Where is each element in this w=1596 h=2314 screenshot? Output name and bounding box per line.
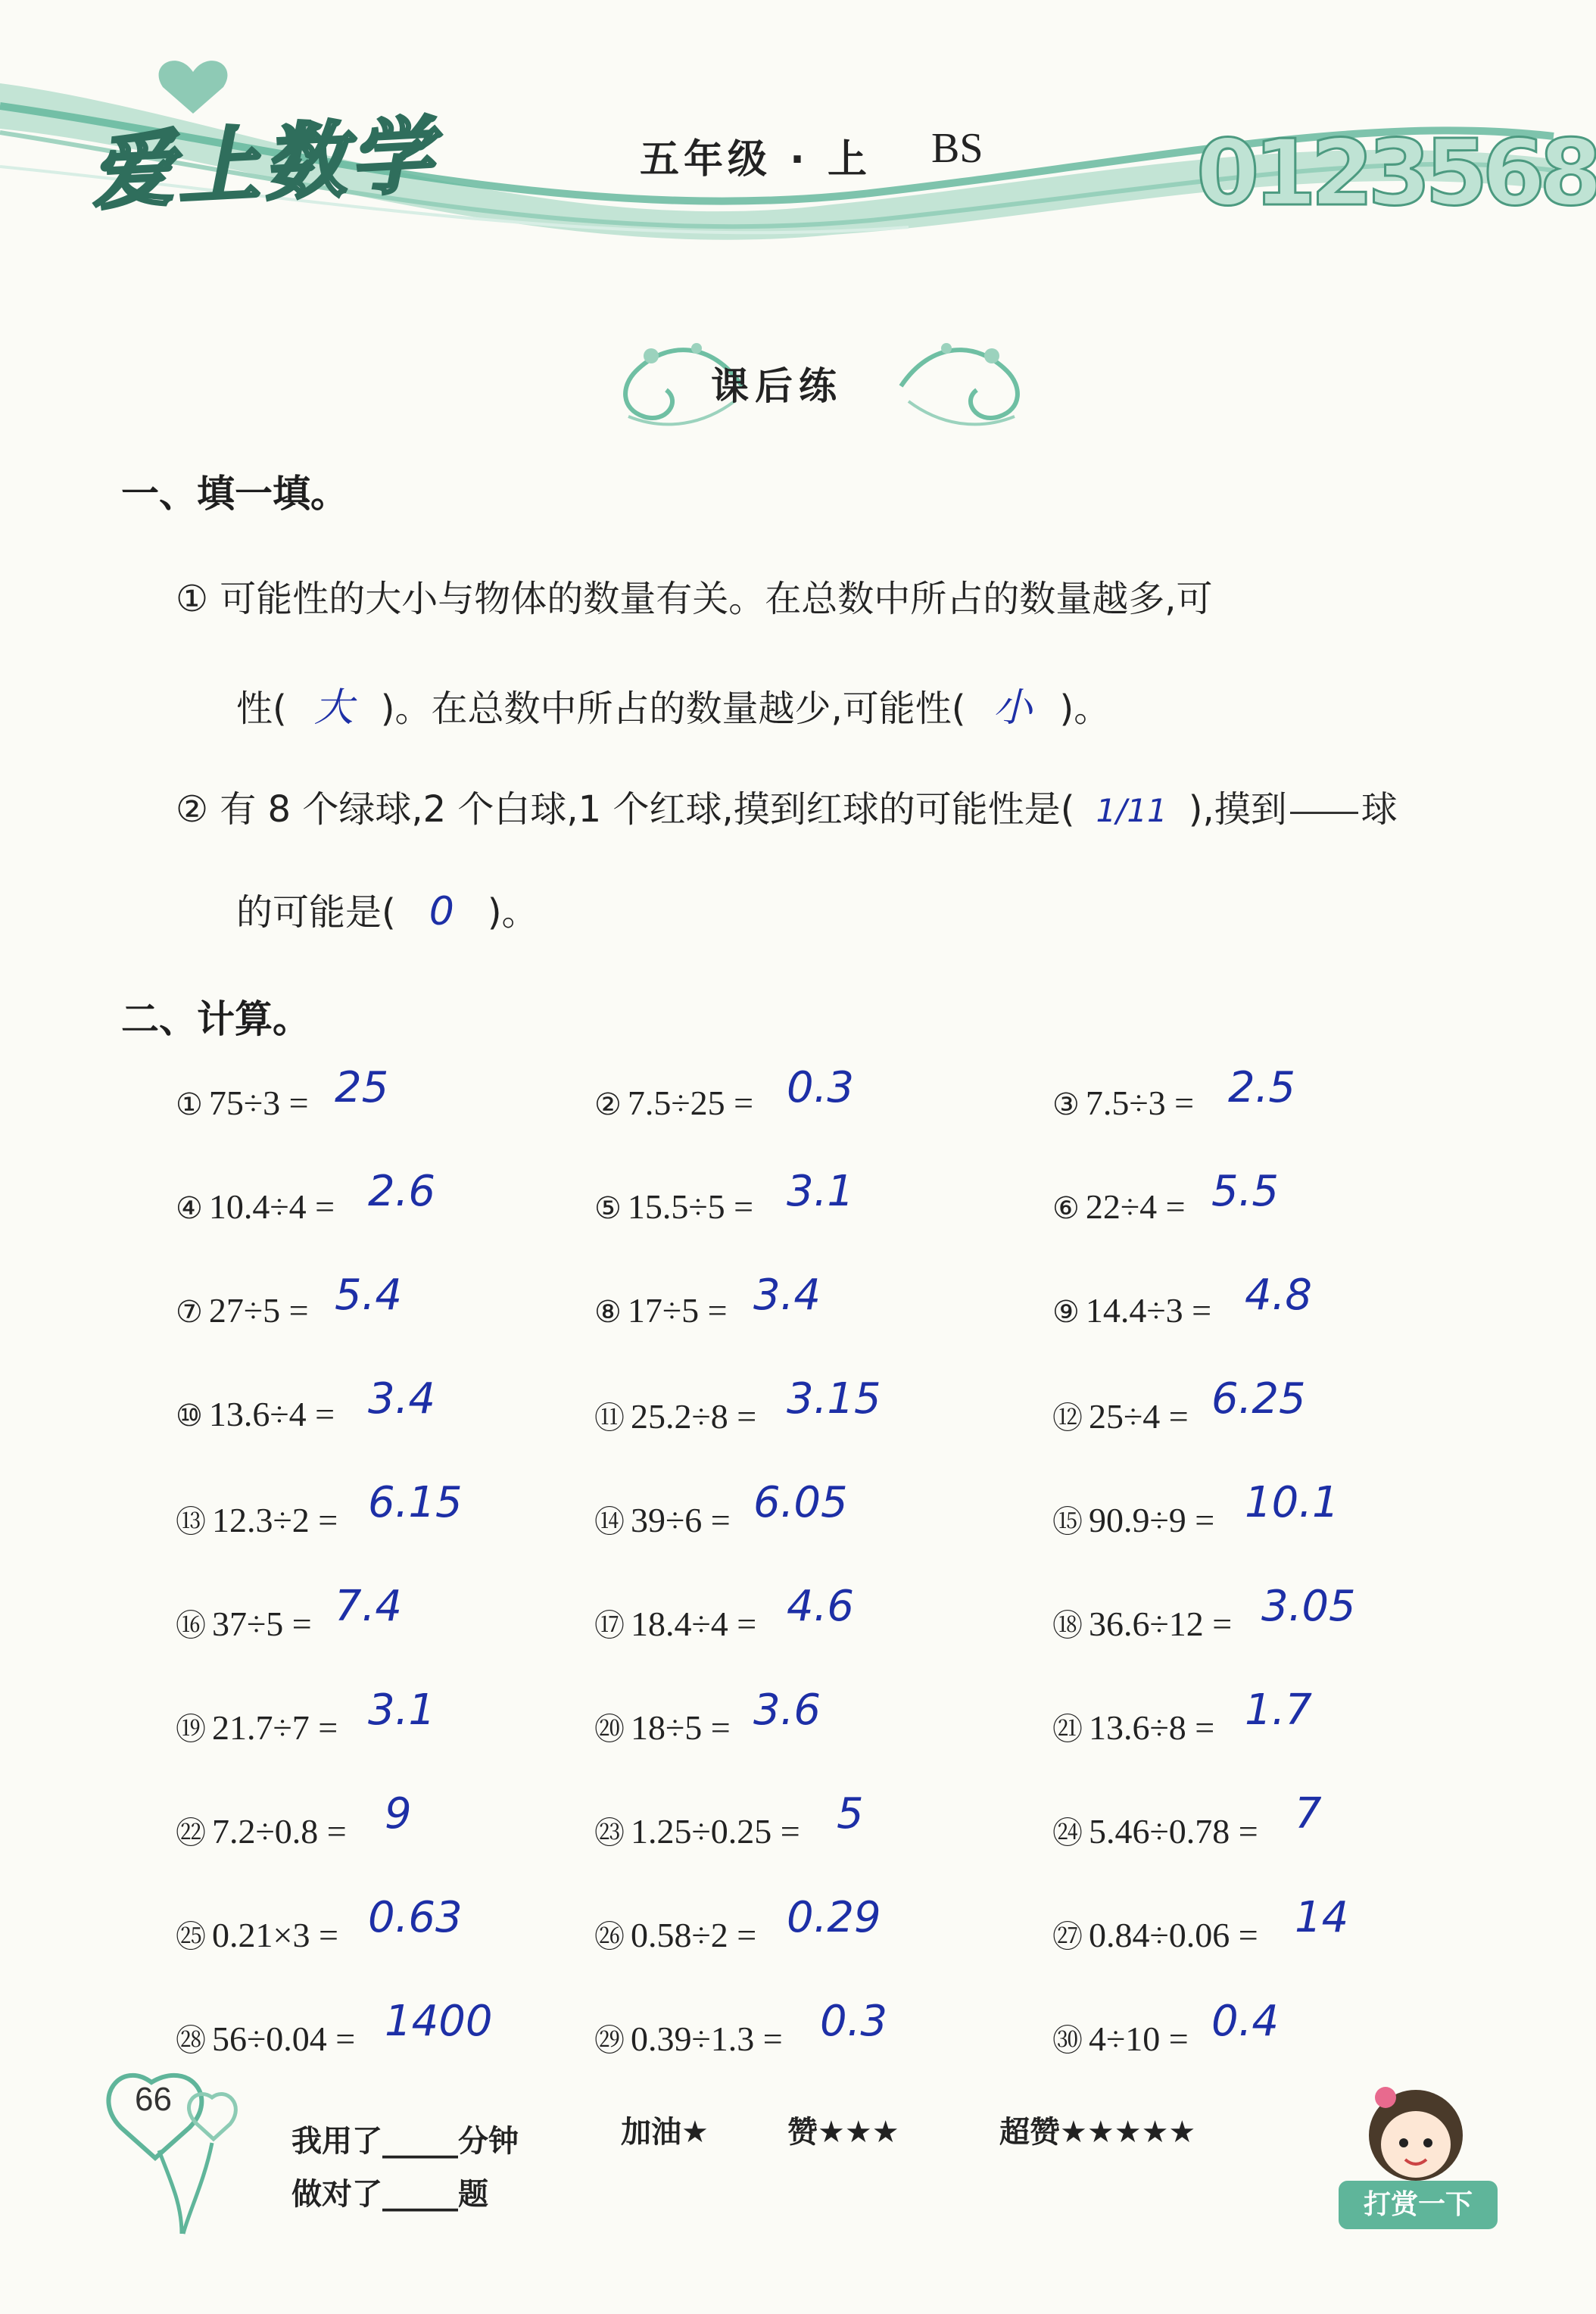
problem-number: ⑫ [1052, 1401, 1083, 1436]
problem-expression: 90.9÷9 = [1089, 1501, 1215, 1539]
problem-22 [176, 1809, 347, 1852]
problem-expression: 7.2÷0.8 = [212, 1812, 347, 1851]
problem-number: ㉘ [176, 2023, 206, 2058]
problem-answer: 7.4 [335, 1582, 403, 1631]
problem-expression: 25÷4 = [1089, 1397, 1189, 1436]
problem-expression: 13.6÷8 = [1089, 1708, 1215, 1747]
problem-answer: 1400 [385, 1997, 493, 2046]
problem-answer: 1.7 [1245, 1686, 1313, 1735]
problem-8 [594, 1290, 728, 1330]
problem-answer: 0.63 [368, 1893, 463, 1942]
problem-answer: 4.8 [1245, 1271, 1313, 1320]
problem-answer: 7 [1295, 1789, 1322, 1838]
problem-expression: 39÷6 = [631, 1501, 731, 1539]
problem-answer: 10.1 [1245, 1478, 1339, 1527]
q2-answer2: 0 [429, 889, 454, 934]
problem-number: ㉚ [1052, 2023, 1083, 2058]
problem-number: ㉗ [1052, 1919, 1083, 1954]
problem-answer: 9 [385, 1789, 412, 1838]
problem-answer: 3.6 [753, 1686, 821, 1735]
problem-number: ④ [176, 1191, 203, 1226]
problem-answer: 5.5 [1211, 1167, 1280, 1216]
rating-cheer: 加油★ [621, 2115, 709, 2150]
problem-number: ㉒ [176, 1816, 206, 1851]
problem-number: ⑮ [1052, 1505, 1083, 1539]
problem-expression: 5.46÷0.78 = [1089, 1812, 1258, 1851]
problem-number: ③ [1052, 1087, 1080, 1122]
problem-25 [176, 1913, 338, 1956]
part1-heading: 一、填一填。 [121, 472, 348, 516]
girl-avatar-icon [1355, 2075, 1476, 2188]
problem-answer: 6.25 [1211, 1374, 1306, 1424]
rating-good: 赞★★★ [787, 2115, 899, 2150]
problem-21 [1052, 1705, 1214, 1748]
problem-26 [594, 1913, 756, 1956]
problem-expression: 75÷3 = [208, 1084, 309, 1122]
problem-number: ⑤ [594, 1191, 622, 1226]
problem-answer: 14 [1295, 1893, 1349, 1942]
problem-number: ⑯ [176, 1608, 206, 1643]
problem-expression: 0.58÷2 = [631, 1916, 757, 1954]
q2-line1: ② 有 8 个绿球,2 个白球,1 个红球,摸到红球的可能性是( 1/11 ),摸到 球 [176, 788, 1398, 831]
problem-answer: 5.4 [335, 1271, 403, 1320]
problem-number: ㉔ [1052, 1816, 1083, 1851]
problem-20 [594, 1705, 731, 1748]
q1-answer2: 小 [993, 685, 1033, 731]
problem-expression: 21.7÷7 = [212, 1708, 338, 1747]
problem-6 [1052, 1187, 1186, 1227]
q2-answer1: 1/11 [1096, 792, 1167, 829]
problem-number: ⑦ [176, 1295, 203, 1330]
problem-number: ⑪ [594, 1401, 625, 1436]
problem-23 [594, 1809, 800, 1852]
problem-answer: 3.1 [368, 1686, 436, 1735]
problem-7 [176, 1290, 309, 1330]
problem-answer: 3.15 [787, 1374, 881, 1424]
problem-number: ⑰ [594, 1608, 625, 1643]
problem-expression: 13.6÷4 = [208, 1395, 335, 1433]
problem-expression: 4÷10 = [1089, 2019, 1189, 2058]
rating-great: 超赞★★★★★ [999, 2115, 1196, 2150]
problem-16 [176, 1601, 312, 1645]
problem-expression: 7.5÷3 = [1085, 1084, 1195, 1122]
problem-expression: 0.21×3 = [212, 1916, 338, 1954]
problem-number: ⑥ [1052, 1191, 1080, 1226]
problem-19 [176, 1705, 338, 1748]
problem-30 [1052, 2016, 1189, 2060]
problem-3 [1052, 1083, 1194, 1123]
problem-expression: 37÷5 = [212, 1605, 312, 1643]
problem-29 [594, 2016, 783, 2060]
problem-number: ⑭ [594, 1505, 625, 1539]
problem-28 [176, 2016, 355, 2060]
problem-24 [1052, 1809, 1258, 1852]
problem-2 [594, 1083, 753, 1123]
problem-11 [594, 1394, 756, 1437]
problem-expression: 1.25÷0.25 = [631, 1812, 800, 1851]
problem-answer: 2.5 [1228, 1063, 1296, 1112]
problem-expression: 12.3÷2 = [212, 1501, 338, 1539]
problem-answer: 3.4 [368, 1374, 436, 1424]
problem-5 [594, 1187, 753, 1227]
problem-answer: 0.29 [787, 1893, 881, 1942]
q2-blank [1290, 812, 1358, 814]
problem-number: ⑲ [176, 1712, 206, 1747]
problem-number: ㉕ [176, 1919, 206, 1954]
reward-badge[interactable]: 打赏一下 [1339, 2181, 1498, 2229]
problem-number: ⑩ [176, 1399, 203, 1433]
problem-expression: 18.4÷4 = [631, 1605, 757, 1643]
problem-answer: 3.1 [787, 1167, 855, 1216]
correct-label: 做对了_____题 [291, 2177, 488, 2212]
problem-answer: 3.4 [753, 1271, 821, 1320]
problem-number: ㉖ [594, 1919, 625, 1954]
problem-expression: 15.5÷5 = [627, 1187, 754, 1226]
q2-line2: 的可能是( 0 )。 [236, 889, 538, 934]
problem-answer: 4.6 [787, 1582, 855, 1631]
problem-expression: 18÷5 = [631, 1708, 731, 1747]
problem-expression: 10.4÷4 = [208, 1187, 335, 1226]
problem-18 [1052, 1601, 1232, 1645]
problem-expression: 7.5÷25 = [627, 1084, 754, 1122]
section-title: 课后练 [711, 364, 843, 408]
problem-9 [1052, 1290, 1211, 1330]
problem-13 [176, 1498, 338, 1541]
problem-number: ⑬ [176, 1505, 206, 1539]
problem-expression: 17÷5 = [627, 1291, 728, 1330]
page-number: 66 [135, 2081, 172, 2118]
problem-number: ⑳ [594, 1712, 625, 1747]
problem-expression: 0.39÷1.3 = [631, 2019, 783, 2058]
problem-answer: 2.6 [368, 1167, 436, 1216]
problem-answer: 25 [335, 1063, 389, 1112]
problem-10 [176, 1394, 335, 1434]
grade-label: 五年级 · 上 [640, 137, 871, 182]
problem-1 [176, 1083, 309, 1123]
problem-number: ㉓ [594, 1816, 625, 1851]
problem-number: ⑧ [594, 1295, 622, 1330]
problem-number: ⑨ [1052, 1295, 1080, 1330]
problem-14 [594, 1498, 731, 1541]
time-label: 我用了_____分钟 [291, 2124, 519, 2159]
q1-answer1: 大 [313, 685, 354, 731]
brand-logo: 爱上数学 [89, 108, 439, 221]
edition-label: BS [931, 125, 983, 172]
part2-heading: 二、计算。 [121, 997, 310, 1041]
problem-expression: 25.2÷8 = [631, 1397, 757, 1436]
digits-decoration: 0123568 [1196, 121, 1596, 226]
q1-line1: ① 可能性的大小与物体的数量有关。在总数中所占的数量越多,可 [176, 578, 1213, 620]
problem-answer: 6.15 [368, 1478, 463, 1527]
problem-15 [1052, 1498, 1214, 1541]
page-hearts-icon [98, 2067, 257, 2234]
problem-expression: 14.4÷3 = [1085, 1291, 1212, 1330]
problem-answer: 0.3 [820, 1997, 888, 2046]
problem-4 [176, 1187, 335, 1227]
problem-answer: 0.3 [787, 1063, 855, 1112]
problem-number: ① [176, 1087, 203, 1122]
problem-number: ⑱ [1052, 1608, 1083, 1643]
problem-answer: 5 [837, 1789, 864, 1838]
problem-answer: 0.4 [1211, 1997, 1280, 2046]
problem-number: ㉙ [594, 2023, 625, 2058]
problem-expression: 56÷0.04 = [212, 2019, 356, 2058]
problem-expression: 0.84÷0.06 = [1089, 1916, 1258, 1954]
problem-27 [1052, 1913, 1258, 1956]
problem-expression: 22÷4 = [1085, 1187, 1186, 1226]
problem-expression: 27÷5 = [208, 1291, 309, 1330]
problem-12 [1052, 1394, 1189, 1437]
problem-answer: 6.05 [753, 1478, 848, 1527]
problem-answer: 3.05 [1261, 1582, 1356, 1631]
q1-line2: 性( 大 )。在总数中所占的数量越少,可能性( 小 )。 [236, 685, 1111, 731]
problem-expression: 36.6÷12 = [1089, 1605, 1233, 1643]
problem-17 [594, 1601, 756, 1645]
problem-number: ② [594, 1087, 622, 1122]
problem-number: ㉑ [1052, 1712, 1083, 1747]
